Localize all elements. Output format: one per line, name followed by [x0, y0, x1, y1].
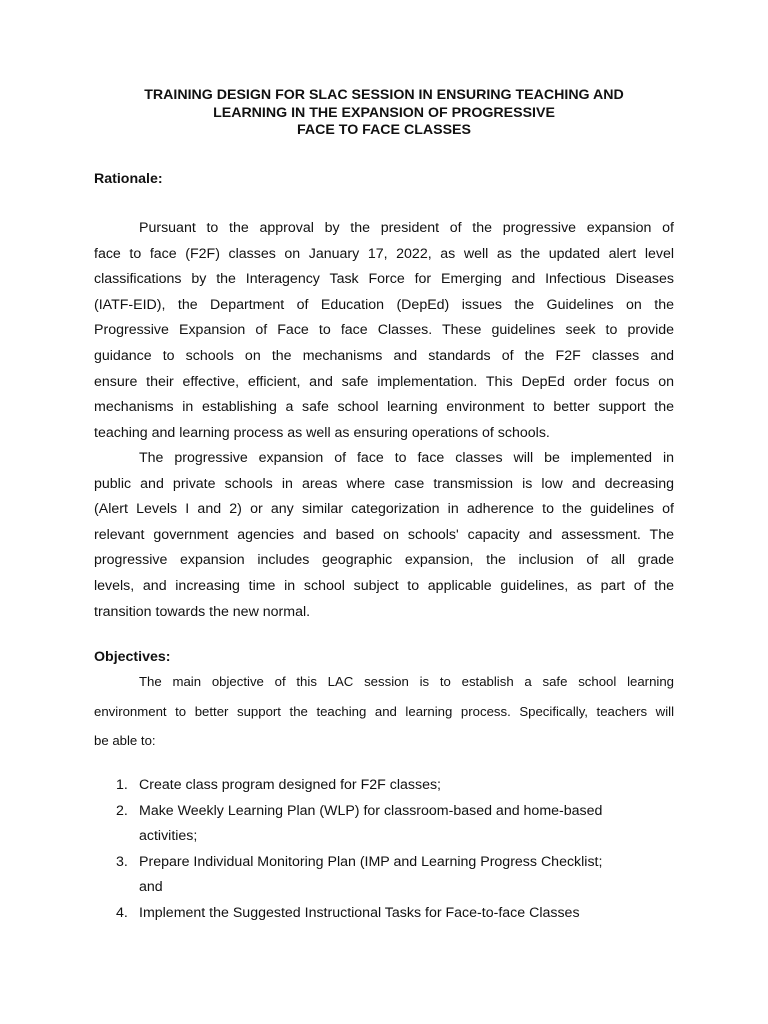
paragraph-line: classifications by the Interagency Task Force for Emerging and Infectious Diseases	[94, 271, 674, 288]
objectives-heading: Objectives:	[94, 649, 171, 665]
rationale-heading: Rationale:	[94, 171, 163, 187]
list-item	[116, 901, 676, 927]
objectives-intro	[94, 667, 674, 756]
list-item-text: and	[139, 879, 163, 896]
list-item-text: Prepare Individual Monitoring Plan (IMP and Learning Progress Checklist;	[139, 853, 603, 870]
paragraph-line: environment to better support the teaching and learning process. Specifically, teachers will	[94, 703, 674, 719]
title-line-2: LEARNING IN THE EXPANSION OF PROGRESSIVE	[213, 104, 555, 121]
list-item-text: Create class program designed for F2F classes;	[139, 777, 442, 793]
paragraph-line: teaching and learning process as well as ensuring operations of schools.	[94, 424, 550, 441]
list-item-number: 4.	[116, 904, 128, 921]
paragraph-line: Pursuant to the approval by the president of the progressive expansion of	[139, 220, 674, 236]
rationale-paragraph-2	[94, 446, 674, 625]
list-item-number: 1.	[116, 777, 128, 793]
paragraph-line: The main objective of this LAC session is to establish a safe school learning	[139, 674, 674, 689]
paragraph-line: relevant government agencies and based on schools' capacity and assessment. The	[94, 526, 674, 543]
list-item-number: 3.	[116, 853, 128, 870]
paragraph-line: levels, and increasing time in school subject to applicable guidelines, as part of the	[94, 577, 674, 594]
paragraph-line: mechanisms in establishing a safe school learning environment to better support the	[94, 399, 674, 416]
document-title	[94, 87, 674, 140]
rationale-paragraph-1	[94, 216, 674, 446]
paragraph-line: ensure their effective, efficient, and safe implementation. This DepEd order focus on	[94, 373, 674, 390]
paragraph-line: The progressive expansion of face to face classes will be implemented in	[139, 450, 674, 466]
list-item	[116, 850, 676, 901]
paragraph-line: face to face (F2F) classes on January 17, 2022, as well as the updated alert level	[94, 245, 674, 262]
paragraph-line: Progressive Expansion of Face to face Classes. These guidelines seek to provide	[94, 322, 674, 339]
list-item-text: Implement the Suggested Instructional Tasks for Face-to-face Classes	[139, 904, 580, 921]
list-item	[116, 799, 676, 850]
list-item-text: Make Weekly Learning Plan (WLP) for classroom-based and home-based	[139, 802, 603, 819]
paragraph-line: progressive expansion includes geographic expansion, the inclusion of all grade	[94, 552, 674, 569]
paragraph-line: public and private schools in areas where case transmission is low and decreasing	[94, 475, 674, 492]
objectives-list	[116, 773, 676, 927]
title-line-3: FACE TO FACE CLASSES	[297, 122, 471, 138]
list-item-number: 2.	[116, 802, 128, 819]
paragraph-line: (Alert Levels I and 2) or any similar categorization in adherence to the guidelines of	[94, 501, 674, 518]
paragraph-line: be able to:	[94, 733, 156, 748]
list-item-text: activities;	[139, 828, 198, 845]
paragraph-line: guidance to schools on the mechanisms and standards of the F2F classes and	[94, 347, 674, 364]
paragraph-line: transition towards the new normal.	[94, 603, 311, 620]
title-line-1: TRAINING DESIGN FOR SLAC SESSION IN ENSURING TEACHING AND	[144, 87, 624, 103]
list-item	[116, 773, 676, 799]
paragraph-line: (IATF-EID), the Department of Education (DepEd) issues the Guidelines on the	[94, 296, 674, 313]
